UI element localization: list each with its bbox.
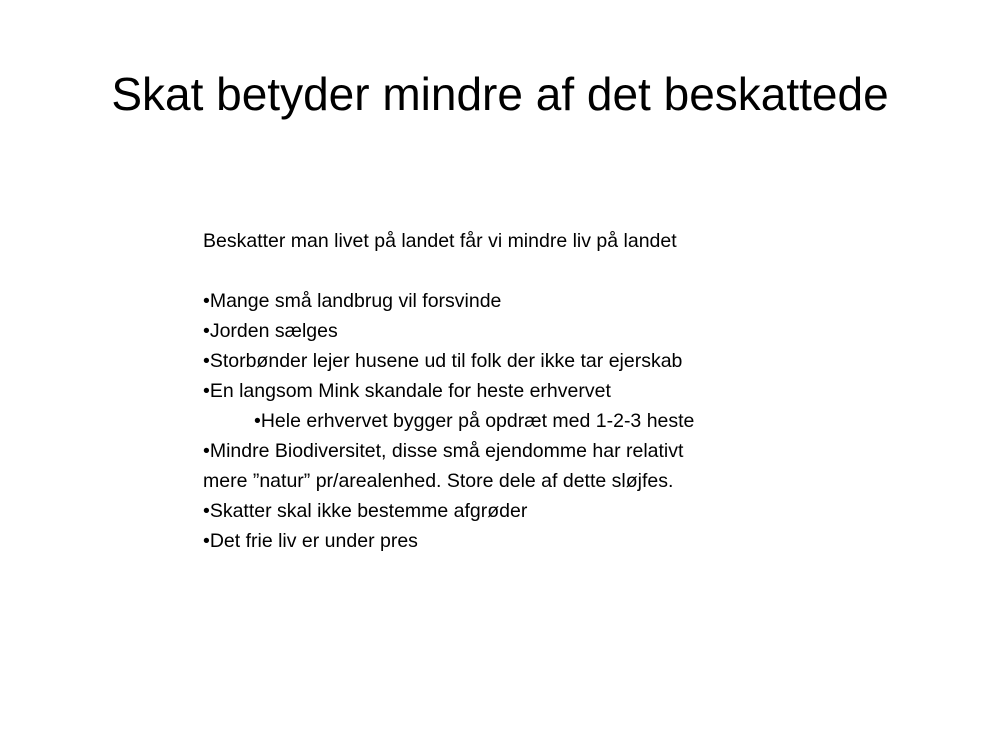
- bullet-biodiversity-line1: •Mindre Biodiversitet, disse små ejendomme har relativt: [203, 440, 684, 462]
- slide-body: [203, 226, 843, 556]
- bullet-small-farms: •Mange små landbrug vil forsvinde: [203, 290, 502, 312]
- blank-line: [203, 256, 843, 286]
- bullet-mink-scandal: •En langsom Mink skandale for heste erhvervet: [203, 380, 611, 402]
- intro-text: Beskatter man livet på landet får vi mindre liv på landet: [203, 230, 677, 252]
- bullet-biodiversity-line2: mere ”natur” pr/arealenhed. Store dele af dette sløjfes.: [203, 470, 674, 492]
- bullet-land-sold: •Jorden sælges: [203, 320, 338, 342]
- slide-title: Skat betyder mindre af det beskattede: [111, 68, 889, 120]
- sub-bullet-horse-breeding: •Hele erhvervet bygger på opdræt med 1-2-3 heste: [254, 410, 695, 432]
- bullet-crops: •Skatter skal ikke bestemme afgrøder: [203, 500, 528, 522]
- bullet-free-life: •Det frie liv er under pres: [203, 530, 418, 552]
- bullet-large-farmers: •Storbønder lejer husene ud til folk der ikke tar ejerskab: [203, 350, 683, 372]
